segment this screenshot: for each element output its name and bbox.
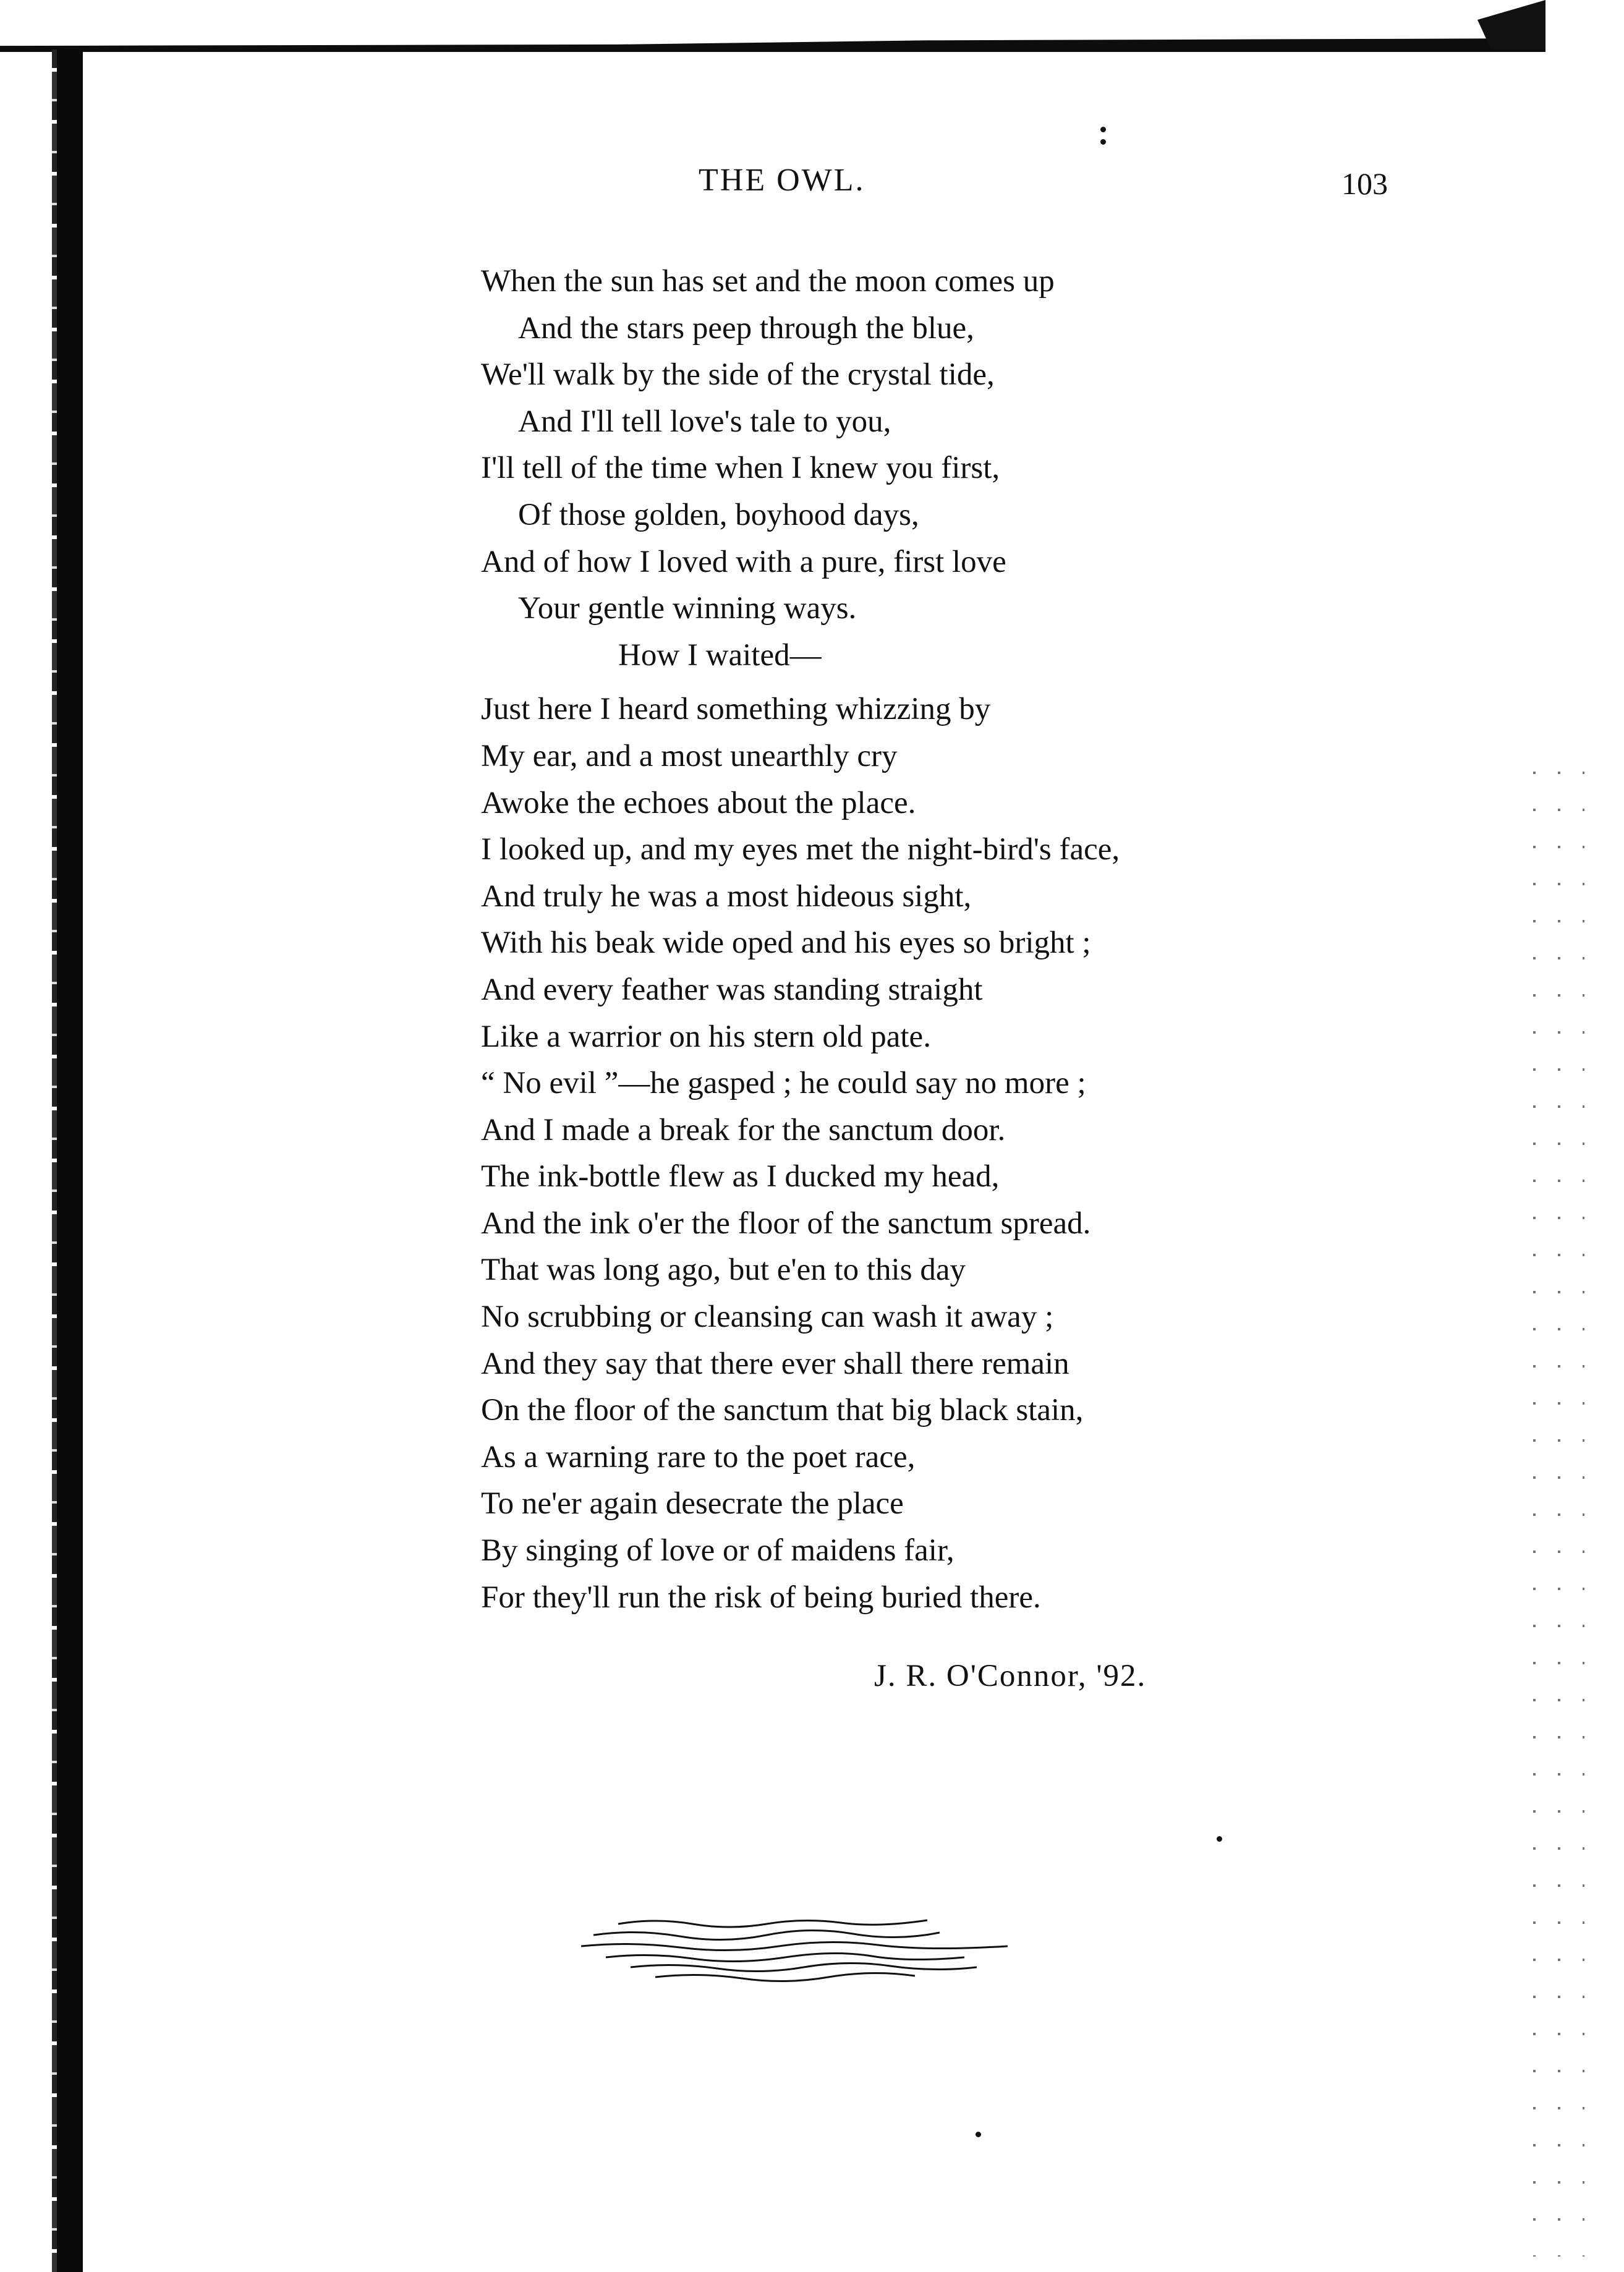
poem-line: How I waited— — [618, 637, 822, 673]
poem-line: For they'll run the risk of being buried there. — [481, 1580, 1041, 1615]
poem-line: And the ink o'er the floor of the sanctum spread. — [481, 1206, 1091, 1241]
scan-speck — [1217, 1836, 1222, 1842]
poem-line: Like a warrior on his stern old pate. — [481, 1019, 931, 1054]
poem-line: The ink-bottle flew as I ducked my head, — [481, 1159, 1000, 1194]
poem-line: My ear, and a most unearthly cry — [481, 738, 898, 773]
poem-line: With his beak wide oped and his eyes so bright ; — [481, 925, 1091, 961]
poem-line: And I'll tell love's tale to you, — [518, 404, 891, 439]
poem-line: Awoke the echoes about the place. — [481, 785, 916, 820]
poem-line: No scrubbing or cleansing can wash it away ; — [481, 1300, 1054, 1335]
scan-top-edge — [0, 38, 1545, 52]
page-number: 103 — [1341, 166, 1388, 201]
author-signature: J. R. O'Connor, '92. — [874, 1659, 1147, 1693]
poem-line: Of those golden, boyhood days, — [518, 497, 919, 532]
poem-line: Just here I heard something whizzing by — [481, 692, 991, 727]
poem-line: And of how I loved with a pure, first love — [481, 544, 1006, 579]
stanza-1 — [481, 258, 1285, 679]
poem-body — [481, 258, 1285, 1621]
scan-speck — [976, 2132, 981, 2137]
wavy-lines-ornament-icon — [581, 1910, 1008, 1985]
scan-right-specks — [1533, 760, 1601, 2257]
poem-line: Your gentle winning ways. — [518, 591, 857, 626]
poem-line: By singing of love or of maidens fair, — [481, 1533, 954, 1568]
poem-line: And the stars peep through the blue, — [518, 310, 974, 346]
poem-line: And I made a break for the sanctum door. — [481, 1112, 1006, 1147]
poem-line: On the floor of the sanctum that big black stain, — [481, 1393, 1084, 1428]
stanza-gap — [481, 679, 1285, 686]
poem-line: “ No evil ”—he gasped ; he could say no more ; — [481, 1066, 1086, 1101]
poem-line: And truly he was a most hideous sight, — [481, 879, 972, 914]
stanza-2 — [481, 686, 1285, 1621]
poem-line: I looked up, and my eyes met the night-bird's face, — [481, 832, 1120, 867]
poem-line: To ne'er again desecrate the place — [481, 1486, 904, 1521]
scan-left-binding — [57, 49, 83, 2272]
poem-line: That was long ago, but e'en to this day — [481, 1253, 966, 1288]
poem-line: I'll tell of the time when I knew you first, — [481, 451, 1000, 486]
poem-line: And every feather was standing straight — [481, 972, 983, 1007]
poem-line: We'll walk by the side of the crystal tide, — [481, 357, 995, 393]
scan-speck — [1100, 127, 1106, 132]
scan-top-corner — [1477, 0, 1545, 49]
poem-line: When the sun has set and the moon comes up — [481, 264, 1055, 299]
poem-line: And they say that there ever shall there remain — [481, 1346, 1069, 1381]
scan-speck — [1100, 139, 1106, 145]
poem-line: As a warning rare to the poet race, — [481, 1439, 916, 1474]
running-head: THE OWL. — [699, 163, 865, 198]
